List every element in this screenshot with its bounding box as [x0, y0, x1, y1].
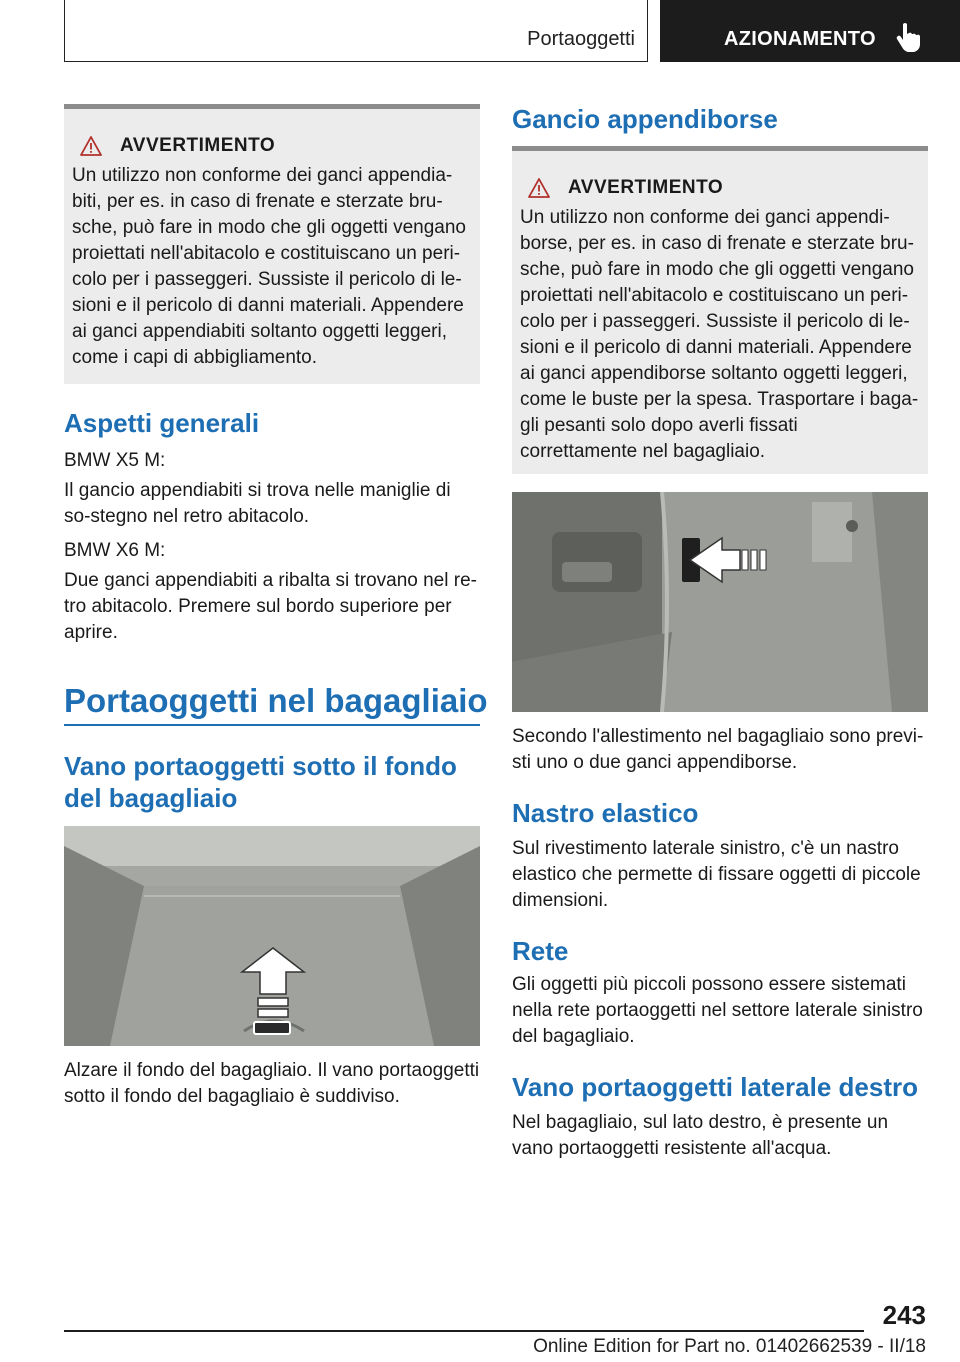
caption-trunk-floor: Alzare il fondo del bagagliaio. Il vano portaoggetti sotto il fondo del bagagliaio è suddiviso.: [64, 1060, 480, 1107]
header-chapter-title: AZIONAMENTO: [724, 28, 876, 50]
paragraph-right-compartment: Nel bagagliaio, sul lato destro, è presente un vano portaoggetti resistente all'acqua.: [512, 1112, 889, 1159]
pointing-hand-icon: [896, 22, 922, 52]
footer-divider: [64, 1330, 864, 1332]
heading-elastic-strap: Nastro elastico: [512, 798, 699, 828]
model-label-x5: BMW X5 M:: [64, 450, 166, 471]
trunk-floor-photo: [64, 826, 480, 1046]
warning-box-right: [512, 146, 928, 474]
footer-edition: Online Edition for Part no. 01402662539 - II/18: [533, 1336, 926, 1357]
paragraph-elastic-strap: Sul rivestimento laterale sinistro, c'è un nastro elastico che permette di fissare oggetti di piccole dimensioni.: [512, 838, 921, 911]
warning-title-row: [72, 135, 472, 157]
warning-triangle-icon: [80, 136, 102, 156]
warning-triangle-icon: [528, 178, 550, 198]
header-section-box: [64, 0, 648, 62]
heading-bag-hook: Gancio appendiborse: [512, 104, 778, 134]
caption-bag-hook: Secondo l'allestimento nel bagagliaio sono previ-sti uno o due ganci appendiborse.: [512, 726, 924, 773]
heading-underline: [64, 724, 480, 726]
paragraph-x6: Due ganci appendiabiti a ribalta si trovano nel re-tro abitacolo. Premere sul bordo superiore per aprire.: [64, 570, 477, 643]
warning-title: AVVERTIMENTO: [120, 135, 276, 156]
warning-text: Un utilizzo non conforme dei ganci appendi-borse, per es. in caso di frenate e sterzate bru-sche, può fare in modo che gli oggetti vengano proiettati nell'abitacolo e costituiscano un peri-colo per i passeggeri. Sussiste il pericolo di le-sioni e il pericolo di danni materiali. Appendere ai ganci appendiborse soltanto oggetti leggeri, come le buste per la spesa. Trasportare i baga-gli pesanti solo dopo averli fissati correttamente nel bagagliaio.: [520, 207, 919, 462]
warning-text: Un utilizzo non conforme dei ganci appendia-biti, per es. in caso di frenate e sterzate bru-sche, può fare in modo che gli oggetti vengano proiettati nell'abitacolo e costituiscano un peri-colo per i passeggeri. Sussiste il pericolo di le-sioni e il pericolo di danni materiali. Appendere ai ganci appendiabiti soltanto oggetti leggeri, come i capi di abbigliamento.: [72, 165, 466, 368]
page-number: 243: [882, 1300, 926, 1330]
heading-general: Aspetti generali: [64, 408, 260, 438]
paragraph-net: Gli oggetti più piccoli possono essere sistemati nella rete portaoggetti nel settore laterale sinistro del bagagliaio.: [512, 974, 923, 1047]
heading-underfloor-compartment: Vano portaoggetti sotto il fondo del bagagliaio: [64, 751, 457, 813]
heading-net: Rete: [512, 936, 569, 966]
warning-title: AVVERTIMENTO: [568, 177, 724, 198]
header-chapter-box: [660, 0, 960, 62]
warning-title-row: [520, 177, 920, 199]
warning-box-left: [64, 104, 480, 384]
heading-right-compartment: Vano portaoggetti laterale destro: [512, 1072, 918, 1102]
model-label-x6: BMW X6 M:: [64, 540, 166, 561]
bag-hook-photo: [512, 492, 928, 712]
paragraph-x5: Il gancio appendiabiti si trova nelle maniglie di so-stegno nel retro abitacolo.: [64, 480, 451, 527]
header-section-title: Portaoggetti: [527, 28, 635, 50]
heading-trunk-storage: Portaoggetti nel bagagliaio: [64, 682, 488, 719]
